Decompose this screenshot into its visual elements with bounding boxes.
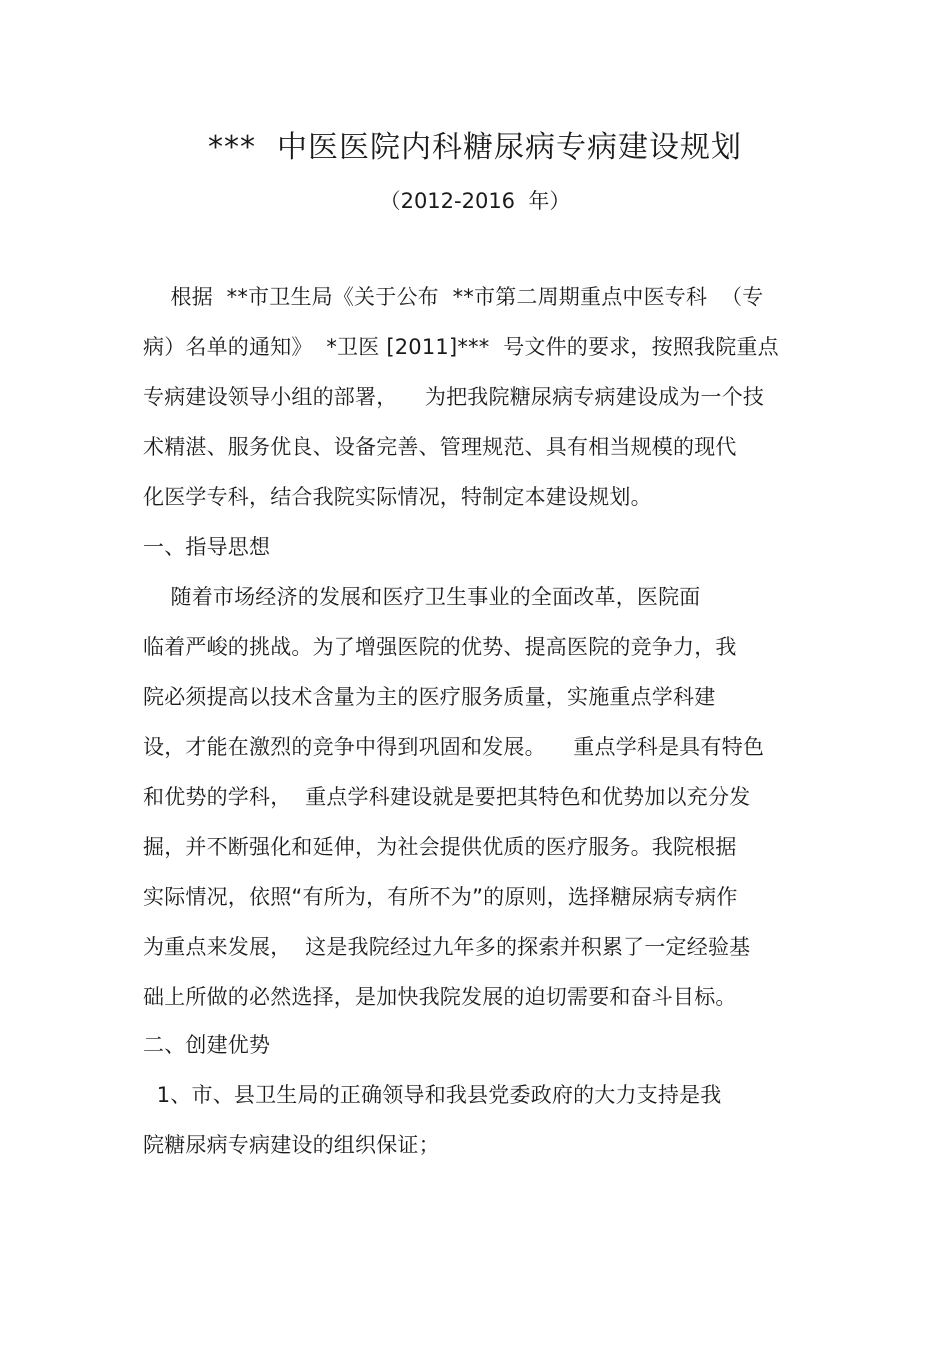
text-line: 术精湛、服务优良、设备完善、管理规范、具有相当规模的现代 — [143, 435, 737, 459]
section-heading: 一、指导思想 — [143, 535, 271, 559]
text-line: 病）名单的通知》 *卫医 [2011]*** 号文件的要求，按照我院重点 — [143, 335, 779, 359]
text-line: 础上所做的必然选择，是加快我院发展的迫切需要和奋斗目标。 — [143, 985, 737, 1009]
text-line: 随着市场经济的发展和医疗卫生事业的全面改革，医院面 — [143, 585, 701, 609]
text-line: 根据 **市卫生局《关于公布 **市第二周期重点中医专科 （专 — [143, 285, 764, 309]
text-line: 临着严峻的挑战。为了增强医院的优势、提高医院的竞争力，我 — [143, 635, 737, 659]
text-line: 掘，并不断强化和延伸，为社会提供优质的医疗服务。我院根据 — [143, 835, 737, 859]
text-line: 实际情况，依照“有所为，有所不为”的原则，选择糖尿病专病作 — [143, 885, 738, 909]
text-line: 设，才能在激烈的竞争中得到巩固和发展。 重点学科是具有特色 — [143, 735, 765, 759]
text-line: 专病建设领导小组的部署， 为把我院糖尿病专病建设成为一个技 — [143, 385, 765, 409]
document-title: *** 中医医院内科糖尿病专病建设规划 — [207, 130, 743, 165]
text-line: 院糖尿病专病建设的组织保证； — [143, 1133, 440, 1157]
text-line: 院必须提高以技术含量为主的医疗服务质量，实施重点学科建 — [143, 685, 716, 709]
text-line: 1、市、县卫生局的正确领导和我县党委政府的大力支持是我 — [143, 1083, 722, 1107]
section-heading: 二、创建优势 — [143, 1033, 271, 1057]
text-line: 和优势的学科， 重点学科建设就是要把其特色和优势加以充分发 — [143, 785, 751, 809]
text-line: 为重点来发展， 这是我院经过九年多的探索并积累了一定经验基 — [143, 935, 751, 959]
text-line: 化医学专科，结合我院实际情况，特制定本建设规划。 — [143, 485, 652, 509]
document-subtitle: （2012-2016 年） — [379, 189, 571, 213]
